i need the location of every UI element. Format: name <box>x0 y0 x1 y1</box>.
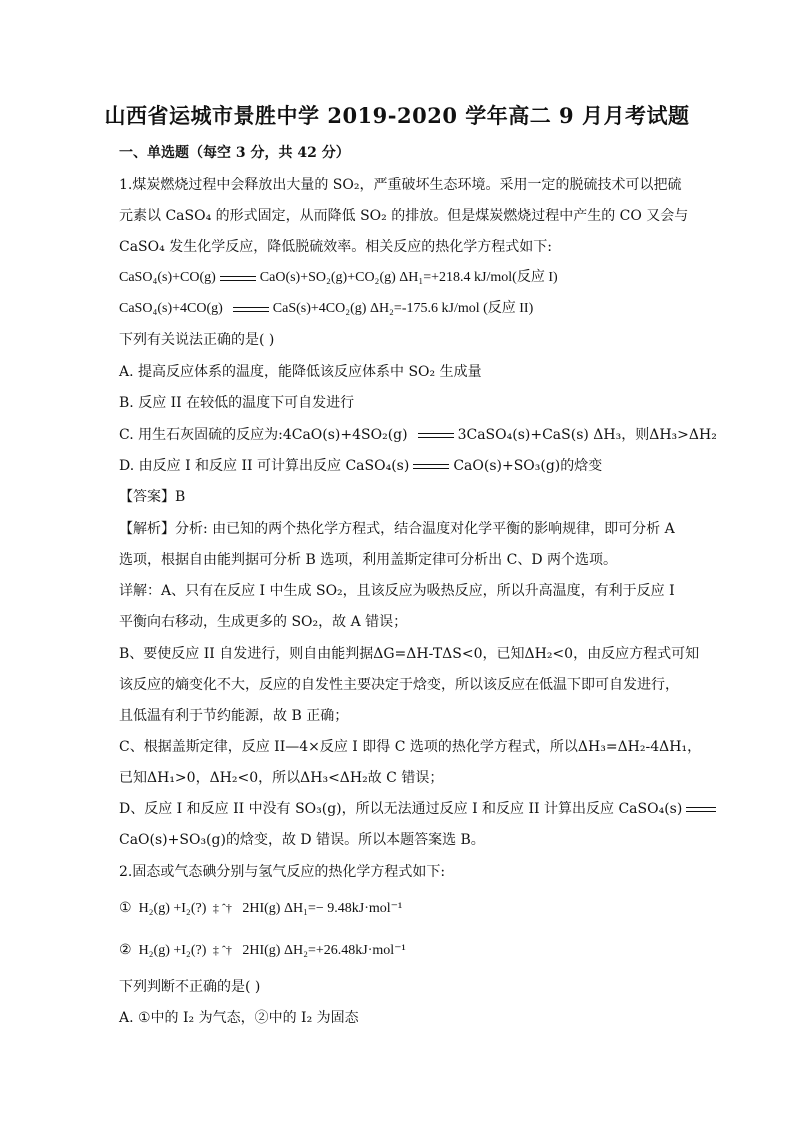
equilibrium-arrow-icon <box>220 274 256 282</box>
equilibrium-arrow-icon <box>418 431 454 439</box>
q1-option-a: A. 提高反应体系的温度，能降低该反应体系中 SO₂ 生成量 <box>119 364 482 380</box>
equilibrium-arrow-icon <box>686 805 716 813</box>
equilibrium-arrow-icon <box>413 462 449 470</box>
q1-detail-line-4: 该反应的熵变化不大，反应的自发性主要决定于焓变，所以该反应在低温下即可自发进行， <box>119 677 679 693</box>
eq2-reactants: H₂(g) +I₂(?) <box>138 943 207 958</box>
q1-answer: 【答案】B <box>119 489 186 505</box>
q1-detail-line-5: 且低温有利于节约能源，故 B 正确； <box>119 708 349 724</box>
equilibrium-arrow-icon <box>233 305 269 313</box>
section-heading: 一、单选题（每空 3 分，共 42 分） <box>119 145 350 161</box>
q1-analysis-line-1: 【解析】分析: 由已知的两个热化学方程式，结合温度对化学平衡的影响规律，即可分析 A <box>119 521 675 537</box>
q1-detail-line-3: B、要使反应 II 自发进行，则自由能判据ΔG=ΔH-TΔS<0，已知ΔH₂<0，由反应方程式可知 <box>119 646 700 662</box>
q2-prompt: 下列判断不正确的是( ) <box>119 979 261 995</box>
q1-stem-line-3: CaSO₄ 发生化学反应，降低脱硫效率。相关反应的热化学方程式如下: <box>119 239 552 255</box>
q2-stem: 2.固态或气态碘分别与氢气反应的热化学方程式如下: <box>119 864 446 880</box>
q1-option-d <box>119 456 602 476</box>
q1-stem-line-2: 元素以 CaSO₄ 的形式固定，从而降低 SO₂ 的排放。但是煤炭燃烧过程中产生的 CO 又会与 <box>119 208 689 224</box>
eq1-reactants: H₂(g) +I₂(?) <box>138 901 207 916</box>
q1-detail-line-8 <box>119 799 720 819</box>
option-c-left: C. 用生石灰固硫的反应为:4CaO(s)+4SO₂(g) <box>119 427 408 443</box>
eq1-products: 2HI(g) ΔH₁=− 9.48kJ·mol⁻¹ <box>242 901 403 916</box>
eq2-products: 2HI(g) ΔH₂=+26.48kJ·mol⁻¹ <box>242 943 406 958</box>
eq2-reactants: CaSO₄(s)+4CO(g) <box>119 301 223 316</box>
page-title: 山西省运城市景胜中学 2019-2020 学年高二 9 月月考试题 <box>104 103 690 128</box>
q2-equation-2 <box>119 940 406 961</box>
equilibrium-glyph-icon: ‡ ˆ† <box>212 901 232 915</box>
q1-stem-line-1: 1.煤炭燃烧过程中会释放出大量的 SO₂，严重破坏生态环境。采用一定的脱硫技术可以把硫 <box>119 177 682 193</box>
q1-detail-line-2: 平衡向右移动，生成更多的 SO₂，故 A 错误； <box>119 614 408 630</box>
q1-prompt: 下列有关说法正确的是( ) <box>119 332 275 348</box>
q1-equation-2 <box>119 299 533 319</box>
eq-number: ② <box>119 943 132 958</box>
q2-option-a: A. ①中的 I₂ 为气态，②中的 I₂ 为固态 <box>119 1010 359 1026</box>
q1-detail-line-1: 详解：A、只有在反应 I 中生成 SO₂，且该反应为吸热反应，所以升高温度，有利于反应 I <box>119 583 675 599</box>
option-c-right: 3CaSO₄(s)+CaS(s) ΔH₃，则ΔH₃>ΔH₂ <box>457 427 717 443</box>
option-d-right: CaO(s)+SO₃(g)的焓变 <box>453 458 603 474</box>
q1-equation-1 <box>119 268 558 288</box>
eq1-products: CaO(s)+SO₂(g)+CO₂(g) ΔH₁=+218.4 kJ/mol(反应 I) <box>259 270 558 285</box>
option-d-left: D. 由反应 I 和反应 II 可计算出反应 CaSO₄(s) <box>119 458 410 474</box>
q1-detail-line-9: CaO(s)+SO₃(g)的焓变，故 D 错误。所以本题答案选 B。 <box>119 832 485 848</box>
q1-option-c <box>119 425 717 445</box>
q1-detail-line-7: 已知ΔH₁>0，ΔH₂<0，所以ΔH₃<ΔH₂故 C 错误； <box>119 770 444 786</box>
detail-8-text: D、反应 I 和反应 II 中没有 SO₃(g)，所以无法通过反应 I 和反应 II 计算出反应 CaSO₄(s) <box>119 801 683 817</box>
q1-analysis-line-2: 选项，根据自由能判据可分析 B 选项，利用盖斯定律可分析出 C、D 两个选项。 <box>119 552 618 568</box>
eq1-reactants: CaSO₄(s)+CO(g) <box>119 270 216 285</box>
q1-option-b: B. 反应 II 在较低的温度下可自发进行 <box>119 395 355 411</box>
q2-equation-1 <box>119 898 402 919</box>
equilibrium-glyph-icon: ‡ ˆ† <box>212 943 232 957</box>
eq2-products: CaS(s)+4CO₂(g) ΔH₂=-175.6 kJ/mol (反应 II) <box>272 301 534 316</box>
eq-number: ① <box>119 901 132 916</box>
q1-detail-line-6: C、根据盖斯定律，反应 II—4×反应 I 即得 C 选项的热化学方程式，所以ΔH₃=ΔH₂-4ΔH₁， <box>119 739 702 755</box>
